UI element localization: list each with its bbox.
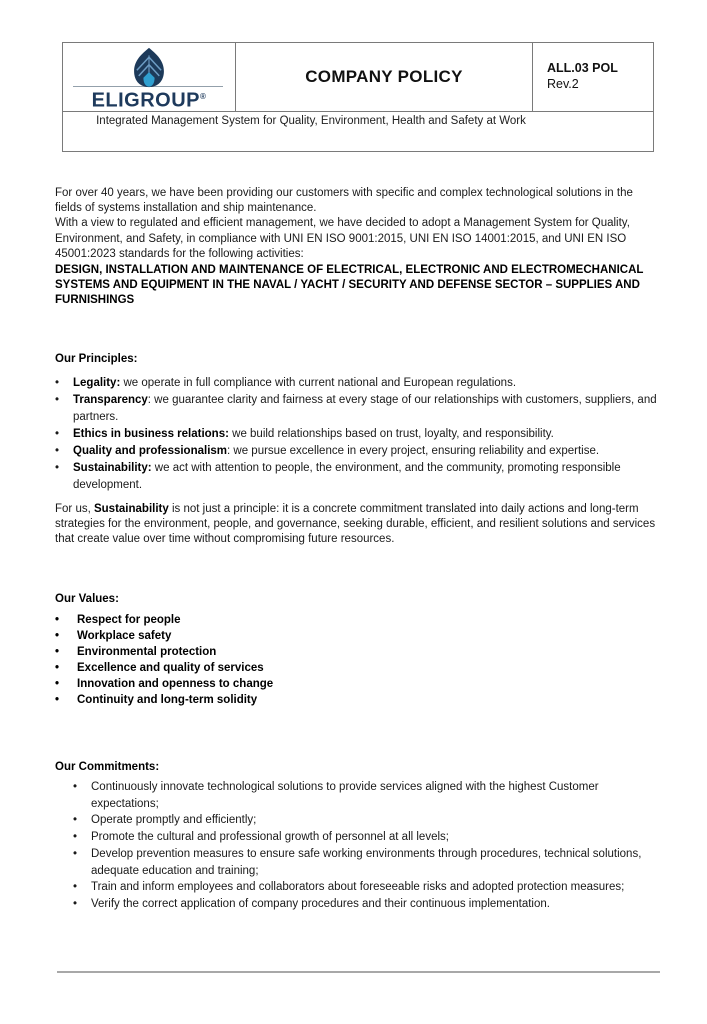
brand-text: ELIGROUP [91, 89, 201, 112]
list-item [55, 460, 661, 494]
bullet-icon: • [55, 646, 60, 658]
commitment-text: Verify the correct application of company procedures and their continuous implementation. [91, 897, 550, 910]
value-text: Excellence and quality of services [77, 662, 264, 674]
bullet-icon: • [55, 394, 60, 406]
commitment-text: Train and inform employees and collaborators about foreseeable risks and adopted protection measures; [91, 881, 625, 894]
intro-paragraph-1: For over 40 years, we have been providing our customers with specific and complex technological solutions in the fields of systems installation and ship maintenance. [55, 187, 633, 215]
sustainability-paragraph [55, 502, 661, 548]
bullet-icon: • [55, 678, 60, 690]
header-subtitle: Integrated Management System for Quality, Environment, Health and Safety at Work [63, 111, 653, 151]
registered-mark: ® [200, 92, 207, 101]
list-item [55, 375, 661, 392]
bullet-icon: • [55, 662, 60, 674]
commitment-text: Develop prevention measures to ensure safe working environments through procedures, technical solutions, adequate education and training; [91, 847, 642, 877]
principle-text: we build relationships based on trust, loyalty, and responsibility. [228, 428, 554, 440]
list-item [55, 676, 661, 692]
bullet-icon: • [55, 377, 60, 389]
intro-paragraphs [55, 186, 661, 262]
principle-term: Ethics in business relations: [73, 428, 229, 440]
value-text: Environmental protection [77, 646, 217, 658]
bullet-icon: • [73, 831, 78, 844]
code-cell [532, 43, 653, 111]
bullet-icon: • [73, 897, 78, 910]
values-list [55, 612, 661, 708]
list-item [73, 846, 661, 879]
list-item [55, 628, 661, 644]
principles-list [55, 375, 661, 494]
principle-term: Legality: [73, 377, 121, 389]
header-table [62, 42, 654, 152]
activities-statement: DESIGN, INSTALLATION AND MAINTENANCE OF ELECTRICAL, ELECTRONIC AND ELECTROMECHANICAL SYSTEMS AND EQUIPMENT IN THE NAVAL / YACHT / SECURITY AND DEFENSE SECTOR – SUPPLIES AND FURNISHINGS [55, 264, 644, 307]
bullet-icon: • [55, 614, 60, 626]
sustainability-bold: Sustainability [93, 503, 169, 515]
list-item [73, 812, 661, 829]
doc-revision: Rev.2 [547, 77, 579, 91]
list-item [73, 879, 661, 896]
principles-heading: Our Principles: [55, 353, 138, 365]
intro-paragraph-2: With a view to regulated and efficient management, we have decided to adopt a Management System for Quality, Environment, and Safety, in compliance with UNI EN ISO 9001:2015, UNI EN ISO 14001:2015, and UNI EN ISO 45001:2023 standards for the following activities: [55, 217, 630, 260]
principle-text: : we guarantee clarity and fairness at every stage of our relationships with customers, suppliers, and partners. [73, 394, 657, 423]
value-text: Workplace safety [77, 630, 172, 642]
list-item [55, 612, 661, 628]
bullet-icon: • [73, 881, 78, 894]
value-text: Continuity and long-term solidity [77, 694, 258, 706]
value-text: Innovation and openness to change [77, 678, 274, 690]
list-item [55, 392, 661, 426]
list-item [55, 644, 661, 660]
list-item [73, 896, 661, 913]
bullet-icon: • [55, 630, 60, 642]
bullet-icon: • [73, 781, 78, 793]
footer-divider-line [57, 971, 660, 973]
doc-code: ALL.03 POL [547, 61, 618, 75]
sustainability-before: For us, [55, 503, 94, 515]
principle-term: Quality and professionalism [73, 445, 228, 457]
principle-text: we operate in full compliance with current national and European regulations. [120, 377, 517, 389]
title-cell [236, 43, 532, 111]
bullet-icon: • [55, 462, 60, 474]
header-row-main [63, 43, 653, 111]
commitment-text: Operate promptly and efficiently; [91, 814, 257, 827]
eligroup-drop-icon [130, 47, 168, 88]
brand-wordmark [63, 87, 235, 111]
principle-text: we act with attention to people, the environment, and the community, promoting responsible development. [73, 462, 621, 491]
bullet-icon: • [55, 694, 60, 706]
bullet-icon: • [73, 814, 78, 827]
list-item [73, 829, 661, 846]
values-heading: Our Values: [55, 593, 119, 605]
list-item [73, 779, 661, 812]
list-item [55, 426, 661, 443]
commitments-list [73, 779, 661, 913]
page-title: COMPANY POLICY [305, 67, 463, 86]
bullet-icon: • [55, 445, 60, 457]
value-text: Respect for people [77, 614, 181, 626]
list-item [55, 692, 661, 708]
commitment-text: Promote the cultural and professional growth of personnel at all levels; [91, 831, 449, 844]
bullet-icon: • [55, 428, 60, 440]
principle-text: : we pursue excellence in every project, ensuring reliability and expertise. [227, 445, 600, 457]
bullet-icon: • [73, 847, 78, 860]
logo-cell [63, 43, 236, 111]
list-item [55, 443, 661, 460]
sustainability-after: is not just a principle: it is a concrete commitment translated into daily actions and long-term strategies for the environment, people, and governance, seeking durable, efficient, and resilient solutions and services that create value over time without compromising future resources. [55, 503, 656, 546]
principle-term: Transparency [73, 394, 148, 406]
principle-term: Sustainability: [73, 462, 152, 474]
list-item [55, 660, 661, 676]
commitment-text: Continuously innovate technological solutions to provide services aligned with the highest Customer expectations; [91, 781, 599, 810]
commitments-heading: Our Commitments: [55, 761, 160, 773]
